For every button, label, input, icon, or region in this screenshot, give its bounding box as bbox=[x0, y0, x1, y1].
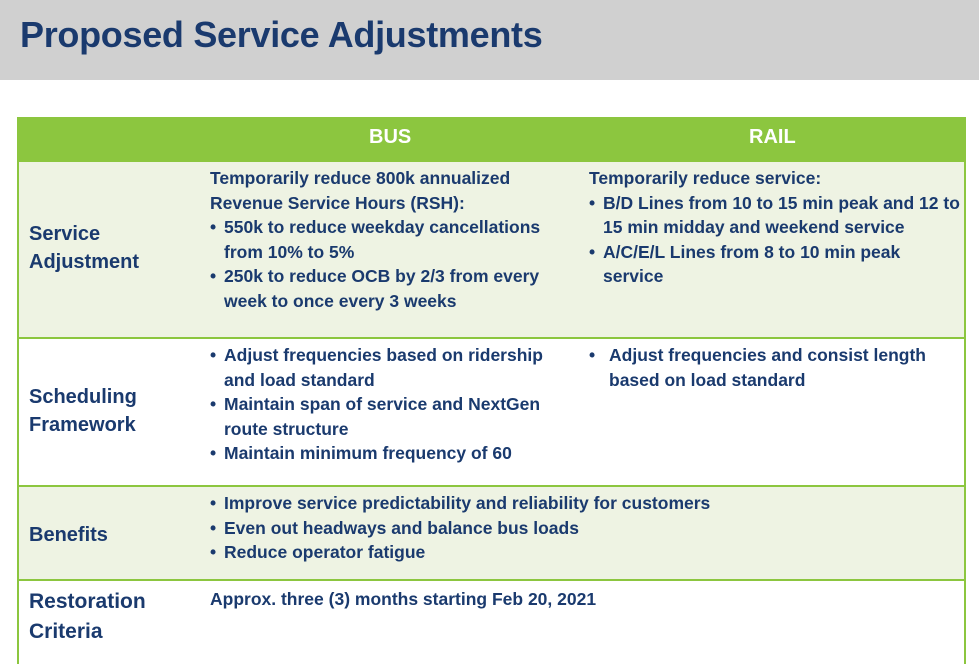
service-adjustments-table bbox=[17, 117, 966, 664]
row-label-line: Criteria bbox=[29, 620, 103, 643]
benefits-list bbox=[210, 491, 930, 565]
list-item: • A/C/E/L Lines from 8 to 10 min peak service bbox=[589, 240, 933, 289]
table-header-row bbox=[19, 117, 964, 160]
cell-restoration-criteria: Approx. three (3) months starting Feb 20, 2021 bbox=[210, 589, 597, 609]
list-item: • Even out headways and balance bus loads bbox=[210, 516, 930, 541]
rail-items-list bbox=[589, 191, 961, 289]
row-label-line: Framework bbox=[29, 414, 136, 436]
row-label-line: Scheduling bbox=[29, 386, 137, 408]
row-label-line: Service bbox=[29, 223, 101, 245]
row-label-scheduling-framework bbox=[29, 383, 137, 439]
list-item: • Improve service predictability and reliability for customers bbox=[210, 491, 930, 516]
list-item: • Maintain minimum frequency of 60 bbox=[210, 441, 562, 466]
list-item: • Adjust frequencies based on ridership and load standard bbox=[210, 343, 562, 392]
table-row-scheduling-framework bbox=[19, 337, 964, 485]
row-label-line: Adjustment bbox=[29, 251, 139, 273]
header-bus: BUS bbox=[369, 126, 412, 148]
header-rail: RAIL bbox=[749, 126, 796, 148]
row-label-service-adjustment bbox=[29, 220, 139, 276]
table-row-restoration-criteria bbox=[19, 579, 964, 664]
table-row-service-adjustment bbox=[19, 160, 964, 337]
page-title: Proposed Service Adjustments bbox=[20, 14, 543, 55]
cell-rail-service-adjustment bbox=[589, 166, 961, 289]
table-row-benefits bbox=[19, 485, 964, 579]
row-label-line: Restoration bbox=[29, 590, 146, 613]
list-item: • Reduce operator fatigue bbox=[210, 540, 930, 565]
row-label-restoration-criteria bbox=[29, 587, 146, 647]
list-item: • Maintain span of service and NextGen route structure bbox=[210, 392, 562, 441]
row-label-benefits: Benefits bbox=[29, 524, 108, 546]
rail-intro-text: Temporarily reduce service: bbox=[589, 168, 822, 188]
list-item: • Adjust frequencies and consist length based on load standard bbox=[589, 343, 949, 392]
cell-benefits bbox=[210, 491, 930, 565]
rail-items-list bbox=[589, 343, 949, 392]
cell-bus-service-adjustment bbox=[210, 166, 570, 313]
title-bar bbox=[0, 0, 979, 80]
cell-rail-scheduling-framework bbox=[589, 343, 949, 392]
list-item: • B/D Lines from 10 to 15 min peak and 12 to 15 min midday and weekend service bbox=[589, 191, 961, 240]
bus-items-list bbox=[210, 215, 570, 313]
list-item: • 550k to reduce weekday cancellations from 10% to 5% bbox=[210, 215, 570, 264]
bus-items-list bbox=[210, 343, 562, 466]
cell-bus-scheduling-framework bbox=[210, 343, 562, 466]
bus-intro-text: Temporarily reduce 800k annualized Revenue Service Hours (RSH): bbox=[210, 168, 511, 213]
list-item: • 250k to reduce OCB by 2/3 from every week to once every 3 weeks bbox=[210, 264, 554, 313]
